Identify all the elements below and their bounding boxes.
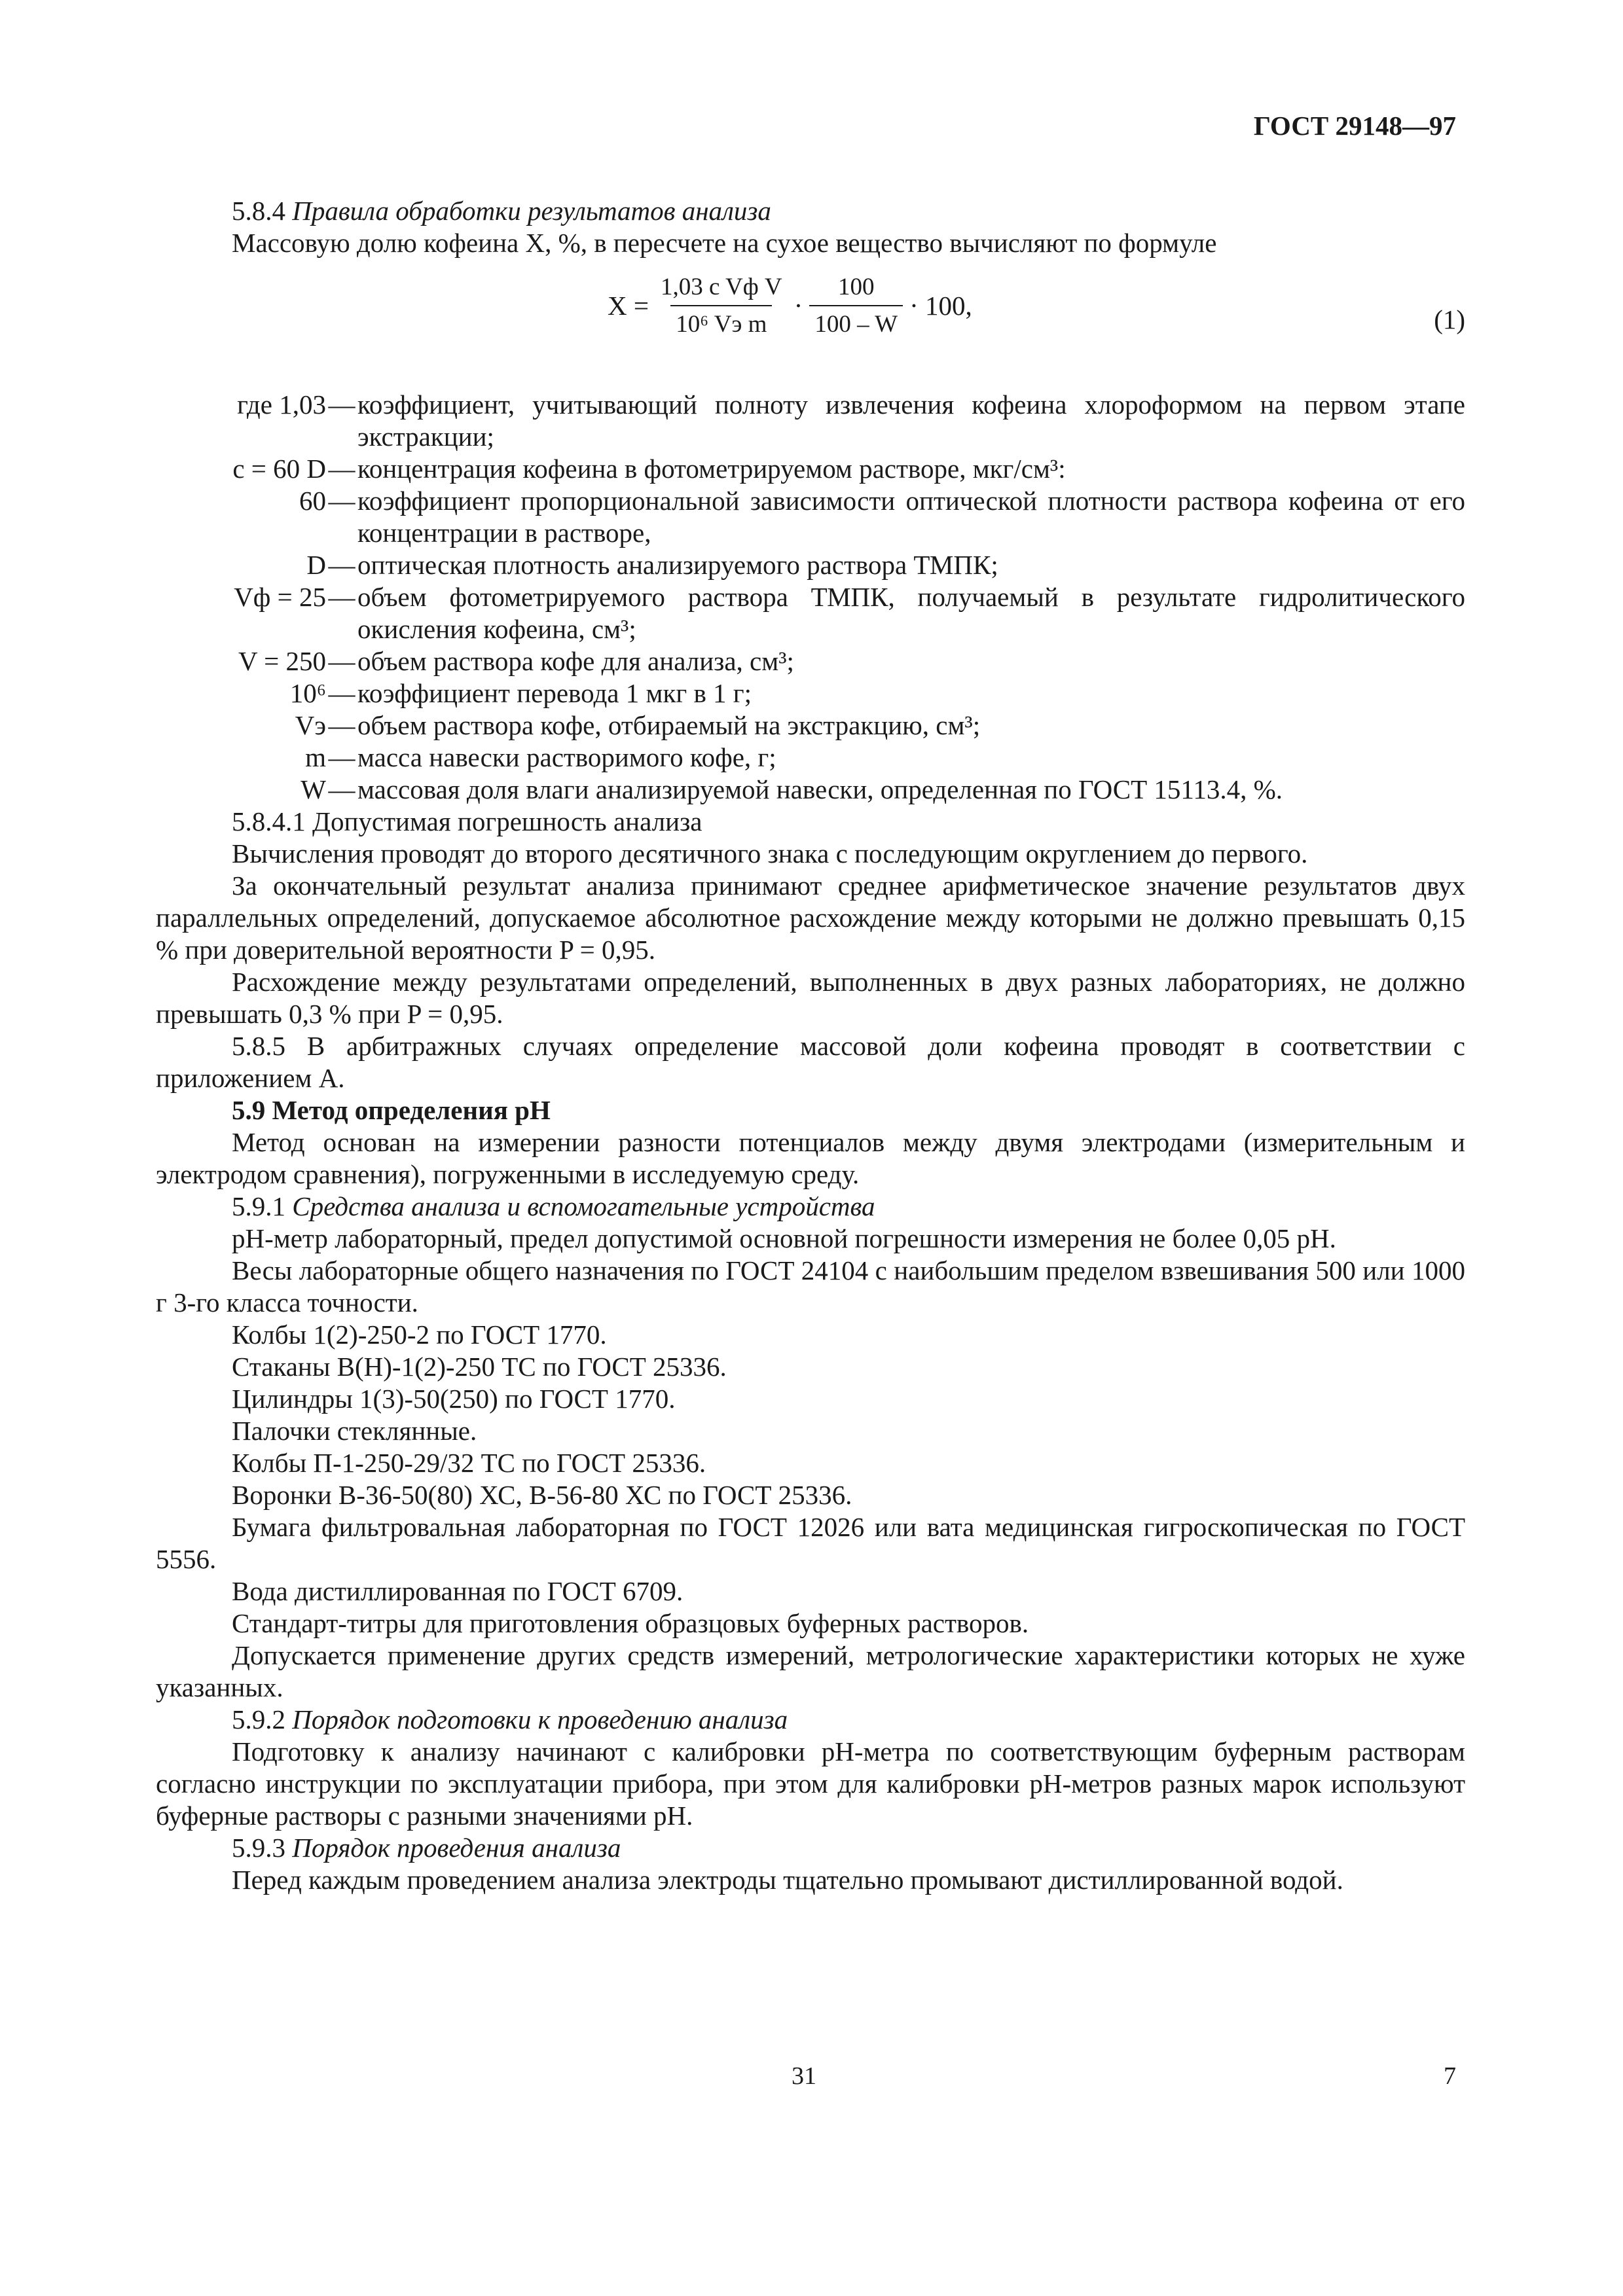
page-number: 31 <box>792 2062 816 2090</box>
definition-item: W — массовая доля влаги анализируемой навески, определенная по ГОСТ 15113.4, %. <box>301 774 1283 804</box>
definition-item: m — масса навески растворимого кофе, г; <box>305 742 776 772</box>
paragraph: Метод основан на измерении разности потенциалов между двумя электродами (измерительным и электродом сравнения), погруженными в исследуемую среду. <box>156 1127 1465 1189</box>
formula-denominator-2: 100 – W <box>809 305 903 340</box>
variable-definitions <box>156 389 1465 806</box>
equipment-item: Стаканы В(Н)-1(2)-250 ТС по ГОСТ 25336. <box>232 1352 727 1382</box>
equipment-item: рН-метр лабораторный, предел допустимой основной погрешности измерения не более 0,05 рН. <box>232 1223 1336 1253</box>
original-page-number: 7 <box>1444 2062 1456 2090</box>
paragraph: Подготовку к анализу начинают с калибровки рН-метра по соответствующим буферным растворам согласно инструкции по эксплуатации прибора, при этом для калибровки рН-метров разных марок используют буферные растворы с разными значениями рН. <box>156 1736 1465 1831</box>
equipment-item: Колбы П-1-250-29/32 ТС по ГОСТ 25336. <box>232 1448 706 1478</box>
formula-intro: Массовую долю кофеина X, %, в пересчете на сухое вещество вычисляют по формуле <box>232 228 1217 258</box>
paragraph: Вычисления проводят до второго десятичного знака с последующим округлением до первого. <box>232 838 1308 869</box>
definition-item: D — оптическая плотность анализируемого раствора ТМПК; <box>306 550 998 580</box>
equipment-item: Вода дистиллированная по ГОСТ 6709. <box>232 1576 684 1606</box>
formula-number: (1) <box>1434 304 1465 334</box>
definition-item: Vэ — объем раствора кофе, отбираемый на экстракцию, см³; <box>295 710 981 740</box>
paragraph: Перед каждым проведением анализа электроды тщательно промывают дистиллированной водой. <box>232 1865 1343 1895</box>
section-5-9-1-heading: 5.9.1 Средства анализа и вспомогательные устройства <box>232 1191 875 1221</box>
formula-tail: · 100, <box>909 290 972 321</box>
equipment-item: Весы лабораторные общего назначения по ГОСТ 24104 с наибольшим пределом взвешивания 500 или 1000 г 3-го класса точности. <box>156 1255 1465 1318</box>
definition-item: c = 60 D — концентрация кофеина в фотометрируемом растворе, мкг/см³: <box>232 454 1066 484</box>
formula-numerator-2: 100 <box>837 274 875 300</box>
formula-denominator-1: 10⁶ Vэ m <box>670 305 772 340</box>
formula-fraction-2 <box>809 271 903 340</box>
equipment-item: Воронки В-36-50(80) ХС, В-56-80 ХС по ГОСТ 25336. <box>232 1480 852 1510</box>
formula-multiply-dot: · <box>793 290 803 321</box>
formula-numerator-1: 1,03 c Vф V <box>660 274 782 300</box>
document-body <box>156 195 1465 1896</box>
formula-lhs: X = <box>608 290 649 321</box>
equipment-item: Допускается применение других средств измерений, метрологические характеристики которых не хуже указанных. <box>156 1640 1465 1702</box>
definition-item: Vф = 25 — объем фотометрируемого раствора ТМПК, получаемый в результате гидролитического окисления кофеина, см³; <box>234 582 1465 644</box>
equipment-item: Стандарт-титры для приготовления образцовых буферных растворов. <box>232 1608 1029 1638</box>
equipment-item: Колбы 1(2)-250-2 по ГОСТ 1770. <box>232 1319 607 1350</box>
section-5-8-4-1-heading: 5.8.4.1 Допустимая погрешность анализа <box>232 806 702 836</box>
formula-fraction-1 <box>655 271 788 340</box>
section-5-8-4-heading: 5.8.4 Правила обработки результатов анализа <box>232 196 771 226</box>
equipment-item: Цилиндры 1(3)-50(250) по ГОСТ 1770. <box>232 1384 676 1414</box>
section-5-9-2-heading: 5.9.2 Порядок подготовки к проведению анализа <box>232 1704 788 1734</box>
section-5-9-heading: 5.9 Метод определения рН <box>232 1095 551 1125</box>
section-5-9-3-heading: 5.9.3 Порядок проведения анализа <box>232 1833 621 1863</box>
formula-1 <box>156 259 1465 384</box>
definition-item: 10⁶ — коэффициент перевода 1 мкг в 1 г; <box>289 678 752 708</box>
definition-item: где 1,03 — коэффициент, учитывающий полноту извлечения кофеина хлороформом на первом этапе экстракции; <box>237 389 1465 452</box>
paragraph: За окончательный результат анализа принимают среднее арифметическое значение результатов двух параллельных определений, допускаемое абсолютное расхождение между которыми не должно превышать 0,15 % при доверительной вероятности P = 0,95. <box>156 870 1465 965</box>
definition-item: 60 — коэффициент пропорциональной зависимости оптической плотности раствора кофеина от его концентрации в растворе, <box>299 486 1465 548</box>
section-5-8-5: 5.8.5 В арбитражных случаях определение массовой доли кофеина проводят в соответствии с приложением А. <box>156 1031 1465 1093</box>
equipment-item: Бумага фильтровальная лабораторная по ГОСТ 12026 или вата медицинская гигроскопическая по ГОСТ 5556. <box>156 1512 1465 1574</box>
standard-code-header: ГОСТ 29148—97 <box>1253 111 1456 141</box>
equipment-item: Палочки стеклянные. <box>232 1416 477 1446</box>
definition-item: V = 250 — объем раствора кофе для анализа, см³; <box>238 646 794 676</box>
paragraph: Расхождение между результатами определений, выполненных в двух разных лабораториях, не должно превышать 0,3 % при P = 0,95. <box>156 967 1465 1029</box>
